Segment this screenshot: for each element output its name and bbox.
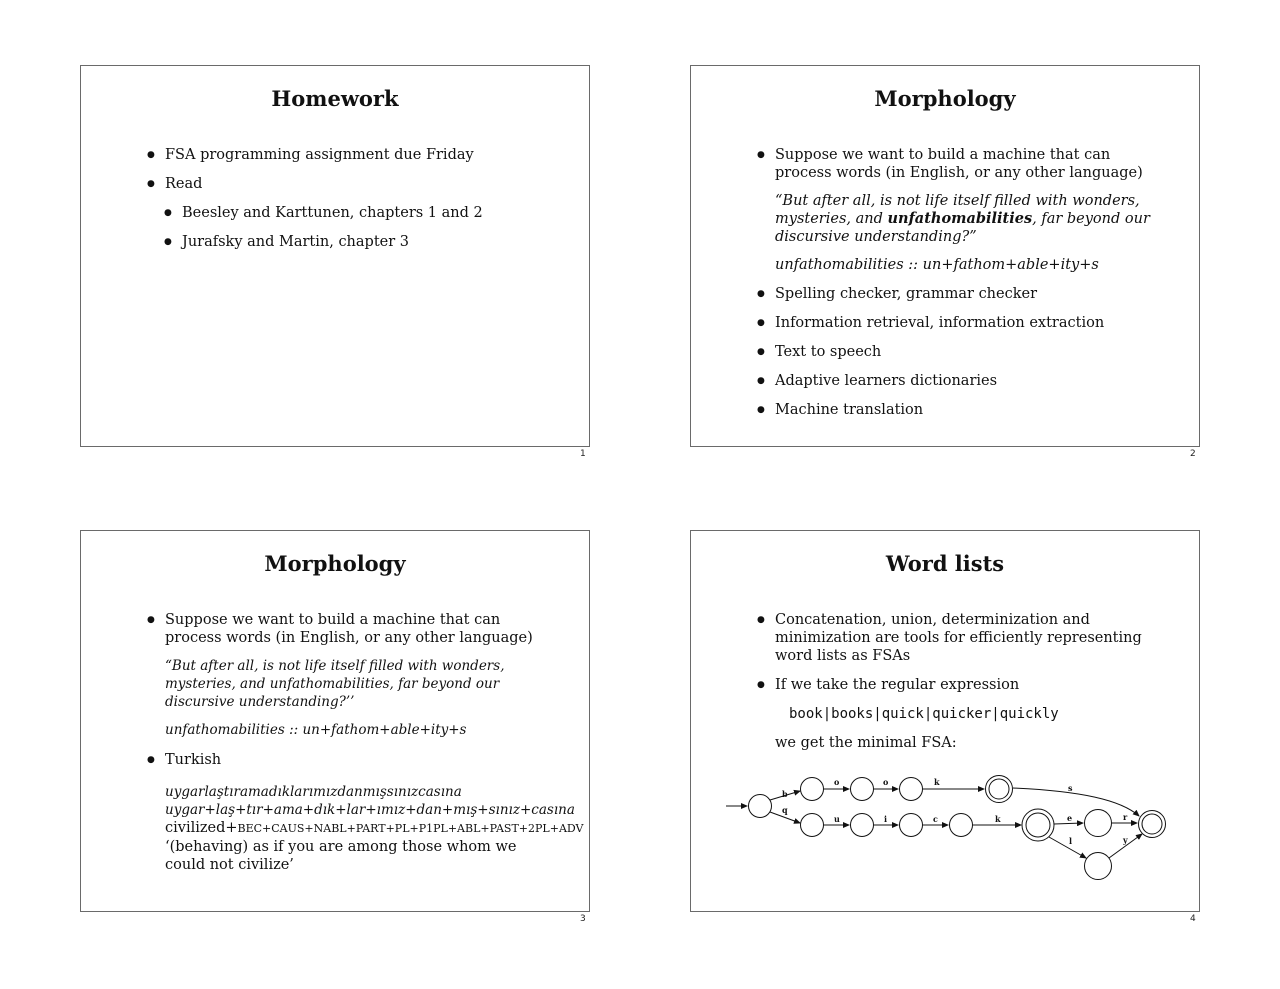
fsa-state xyxy=(801,814,824,837)
slide-title: Morphology xyxy=(874,86,1016,111)
quote: “But after all, is not life itself filled with wonders, mysteries, and unfathomabilities, far beyond our discursive understanding?’’ xyxy=(165,658,505,710)
fsa-state xyxy=(950,814,973,837)
quote: “But after all, is not life itself filled with wonders, mysteries, and unfathomabilities, far beyond our discursive understanding?” xyxy=(775,193,1150,245)
fsa-label: q xyxy=(782,805,788,815)
caption: we get the minimal FSA: xyxy=(775,735,957,751)
quote-emphasis: unfathomabilities xyxy=(887,210,1033,227)
fsa-state xyxy=(851,778,874,801)
fsa-state xyxy=(851,814,874,837)
fsa-label: y xyxy=(1123,835,1128,845)
page-number: 3 xyxy=(580,914,586,924)
bullet: ● Spelling checker, grammar checker xyxy=(757,285,1165,303)
fsa-label: u xyxy=(834,814,840,824)
bullet: ● Turkish xyxy=(147,751,555,769)
gloss: civilized+BEC+CAUS+NABL+PART+PL+P1PL+ABL+PAST+2PL+ADV xyxy=(165,820,584,836)
bullet: ● Concatenation, union, determinization and minimization are tools for efficiently representing word lists as FSAs xyxy=(757,611,1165,665)
fsa-label: r xyxy=(1123,812,1128,822)
fsa-state xyxy=(900,778,923,801)
slide-morphology-1 xyxy=(690,65,1200,447)
bullet: ● Adaptive learners dictionaries xyxy=(757,372,1165,390)
bullet: ● Suppose we want to build a machine that can process words (in English, or any other language) xyxy=(757,146,1165,182)
slide-word-lists xyxy=(690,530,1200,912)
page-number: 2 xyxy=(1190,449,1196,459)
regex: book|books|quick|quicker|quickly xyxy=(789,706,1059,722)
fsa-diagram xyxy=(691,766,1201,896)
turkish-segmentation: uygar+laş+tır+ama+dık+lar+ımız+dan+mış+sınız+casına xyxy=(165,802,575,818)
bullet: ● Information retrieval, information extraction xyxy=(757,314,1165,332)
slide-title: Morphology xyxy=(264,551,406,576)
fsa-label: l xyxy=(1069,836,1073,846)
bullet: ● If we take the regular expression xyxy=(757,676,1165,694)
analysis: unfathomabilities :: un+fathom+able+ity+s xyxy=(775,257,1099,273)
fsa-state-final xyxy=(1139,811,1166,838)
sub-bullet: ● Jurafsky and Martin, chapter 3 xyxy=(164,233,555,251)
page-number: 1 xyxy=(580,449,586,459)
fsa-state-start xyxy=(749,795,772,818)
bullet: ● Suppose we want to build a machine that can process words (in English, or any other language) xyxy=(147,611,555,647)
fsa-label: o xyxy=(883,777,889,787)
slide-title: Homework xyxy=(271,86,399,111)
page-number: 4 xyxy=(1190,914,1196,924)
fsa-state xyxy=(801,778,824,801)
slide-homework xyxy=(80,65,590,447)
translation: ‘(behaving) as if you are among those whom we could not civilize’ xyxy=(165,839,517,873)
bullet: ● Read xyxy=(147,175,555,193)
fsa-state xyxy=(1085,810,1112,837)
turkish-word: uygarlaştıramadıklarımızdanmışsınızcasına xyxy=(165,784,462,800)
fsa-label: k xyxy=(934,777,940,787)
slide-title: Word lists xyxy=(885,551,1005,576)
slide-morphology-2 xyxy=(80,530,590,912)
fsa-label: s xyxy=(1068,783,1073,793)
bullet: ● Machine translation xyxy=(757,401,1165,419)
analysis: unfathomabilities :: un+fathom+able+ity+s xyxy=(165,722,467,738)
sub-bullet: ● Beesley and Karttunen, chapters 1 and 2 xyxy=(164,204,555,222)
fsa-label: e xyxy=(1067,813,1073,823)
bullet: ● FSA programming assignment due Friday xyxy=(147,146,555,164)
fsa-label: o xyxy=(834,777,840,787)
fsa-state xyxy=(900,814,923,837)
fsa-label: b xyxy=(782,789,788,799)
bullet: ● Text to speech xyxy=(757,343,1165,361)
fsa-state-final xyxy=(986,776,1013,803)
fsa-state-final xyxy=(1022,809,1054,841)
fsa-label: c xyxy=(933,814,938,824)
fsa-label: k xyxy=(995,814,1001,824)
fsa-label: i xyxy=(884,814,888,824)
fsa-state xyxy=(1085,853,1112,880)
